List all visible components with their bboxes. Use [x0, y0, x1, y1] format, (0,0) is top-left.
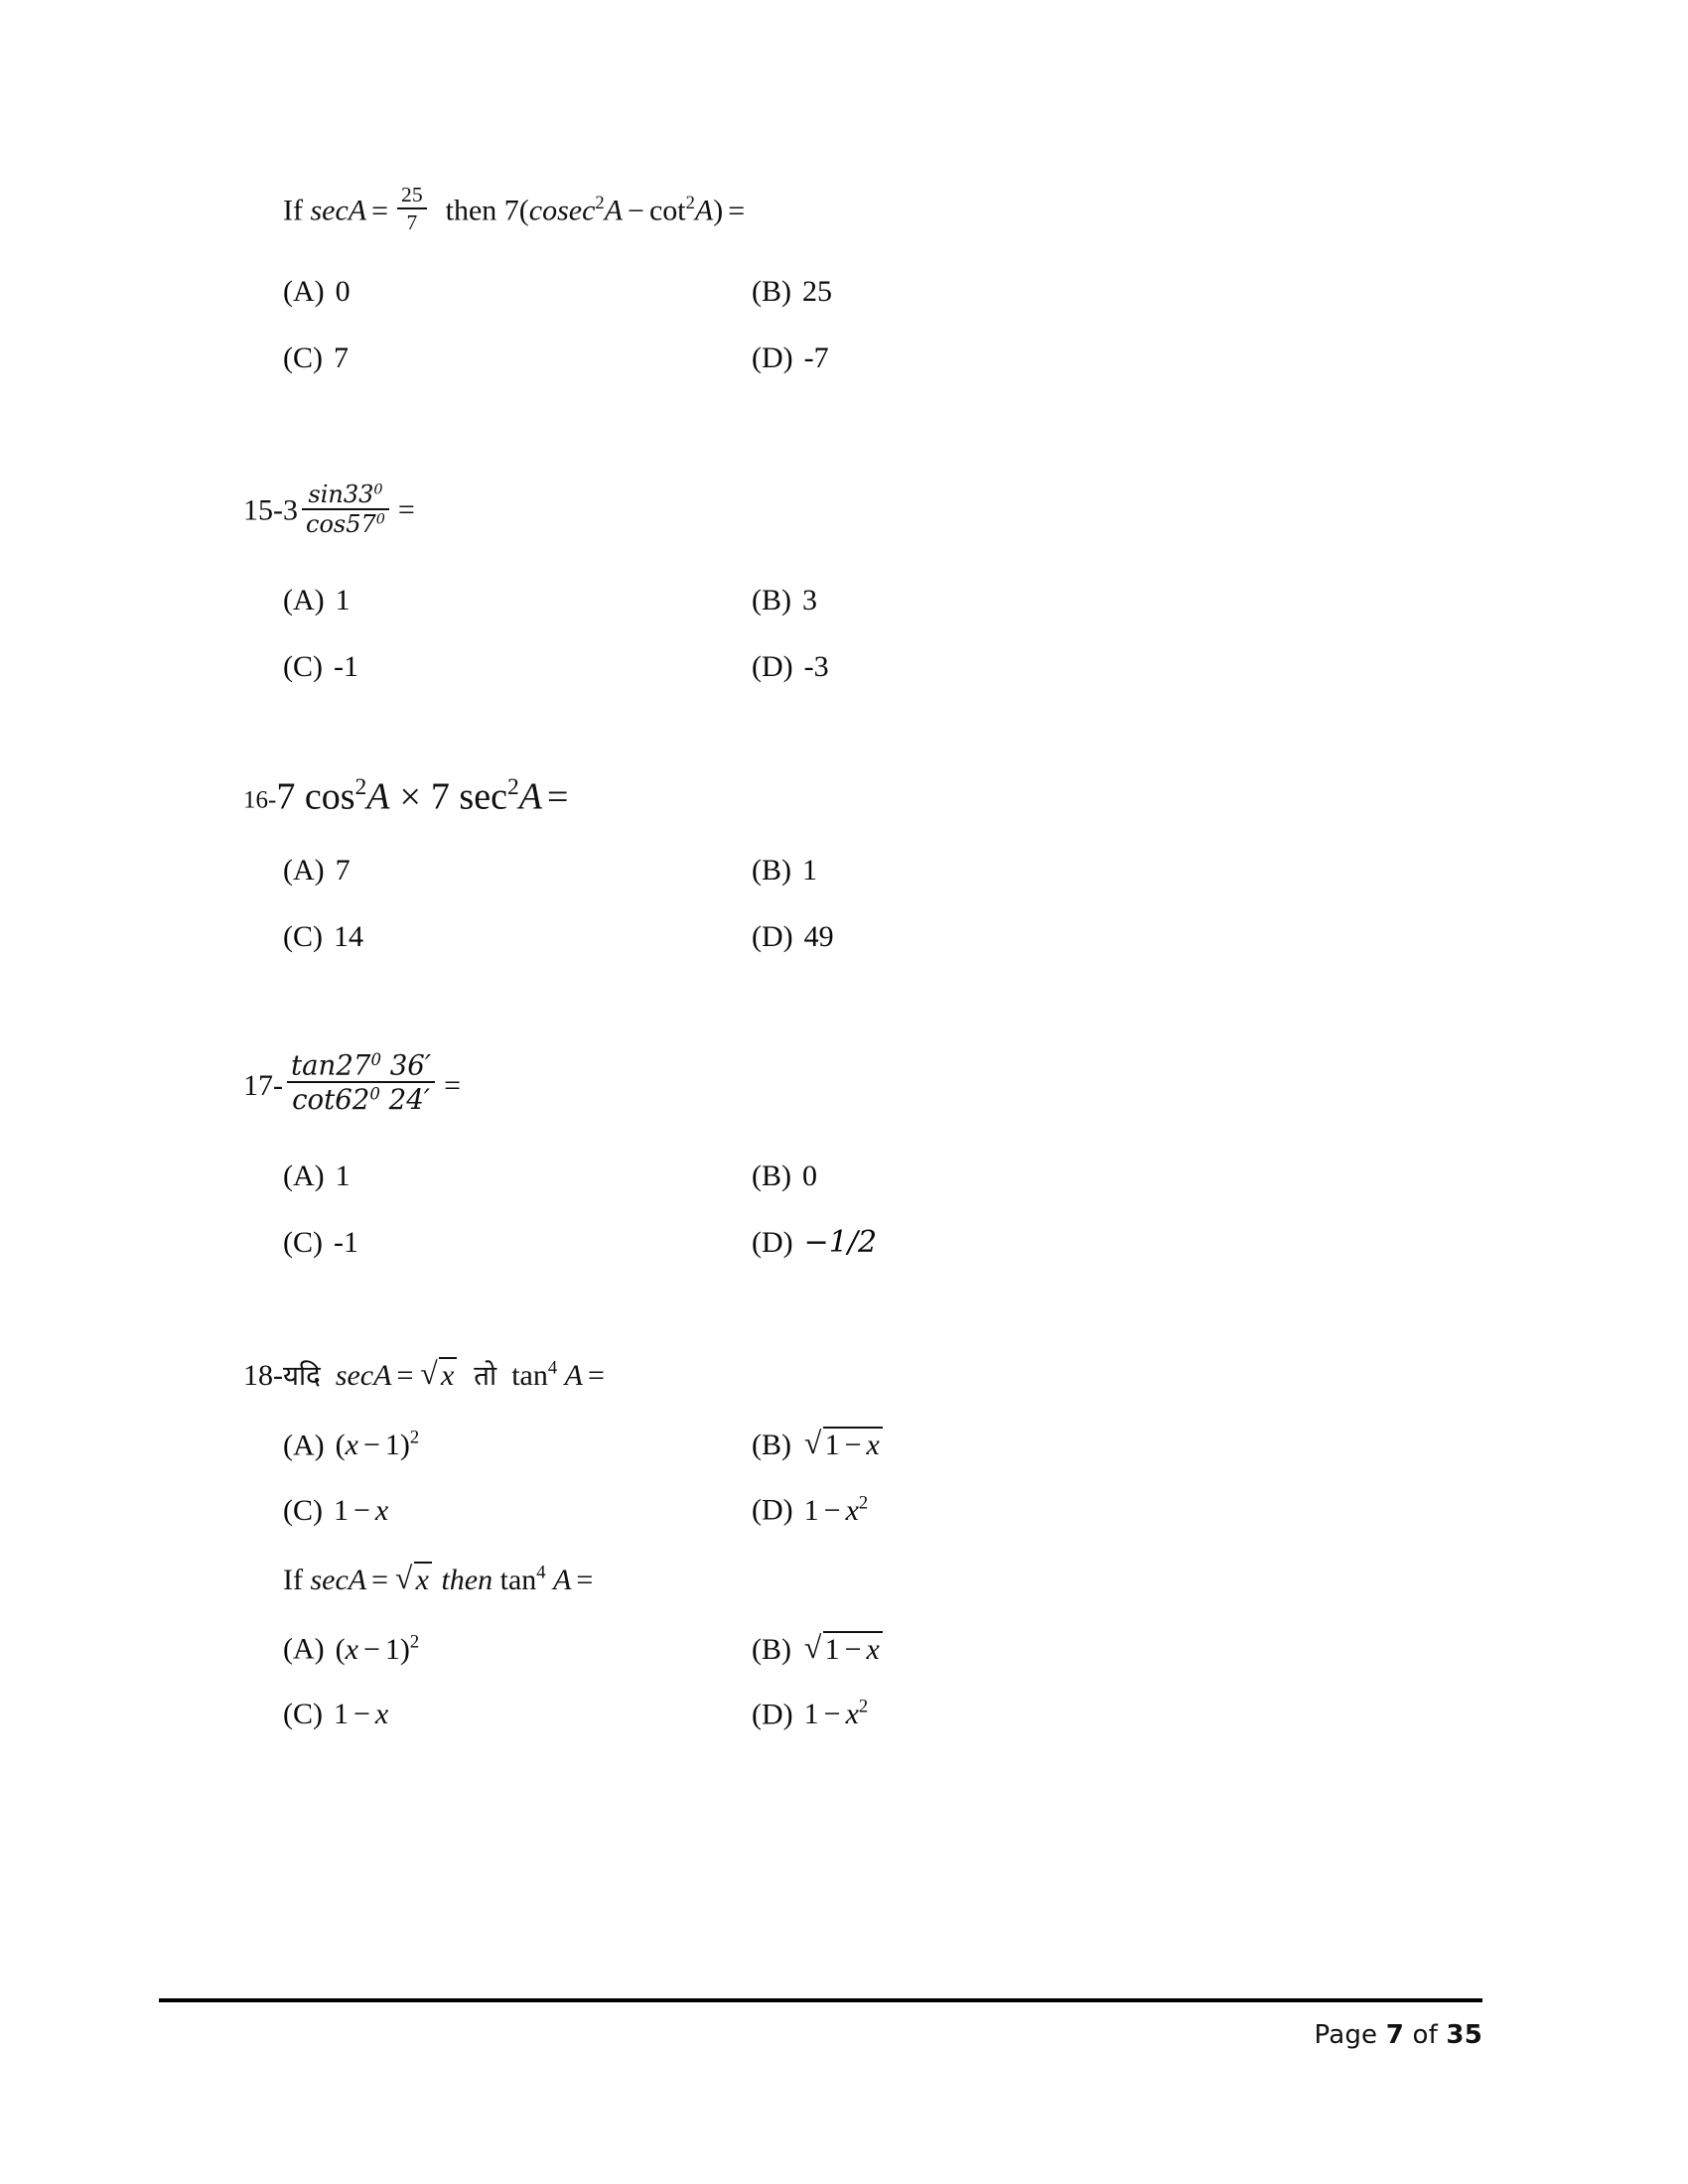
q18-equals: = [396, 1359, 414, 1393]
option-b-label: (B) [752, 1160, 791, 1193]
option-row [283, 919, 1465, 953]
footer-total-pages: 35 [1446, 2020, 1482, 2050]
option-b-value [791, 1629, 885, 1666]
q16-times: × [399, 775, 421, 818]
q15-fraction [302, 479, 389, 539]
question-block-q18-english [243, 1562, 1465, 1730]
option-a[interactable] [283, 1633, 752, 1665]
options-q16 [243, 853, 1465, 953]
option-a-label: (A) [283, 853, 325, 887]
q18-exponent: 4 [547, 1357, 558, 1379]
stem-term2-function: cot [648, 194, 686, 227]
numerator-degree: 0 [373, 481, 383, 498]
q18en-variable: A [553, 1563, 572, 1596]
numerator-function: sin [308, 479, 344, 508]
option-a-label: (A) [283, 274, 325, 308]
option-row [283, 343, 1465, 373]
denominator-function: cos [306, 509, 347, 538]
q18en-exponent: 4 [536, 1562, 546, 1583]
question-stem-q15 [243, 479, 1465, 539]
stem-minus: − [628, 194, 644, 227]
options-q14-english [243, 274, 1465, 374]
option-b-value: 3 [802, 584, 817, 617]
radical-icon: √ [395, 1560, 413, 1595]
option-b-label: (B) [752, 274, 791, 308]
q18-square-root [420, 1357, 457, 1391]
option-b-value: 25 [802, 274, 832, 308]
option-c-value: 14 [334, 919, 363, 953]
footer-divider [159, 1998, 1482, 2002]
option-d-label: (D) [752, 341, 793, 374]
numerator-value: 27 [336, 1048, 371, 1082]
option-c[interactable] [283, 1700, 752, 1729]
denominator-degree: 0 [375, 511, 385, 528]
q18en-equals: = [371, 1563, 389, 1596]
option-a-label: (A) [283, 584, 325, 617]
option-b[interactable] [752, 1631, 885, 1665]
option-a-label: (A) [283, 1160, 325, 1193]
option-d[interactable] [752, 343, 829, 373]
option-b[interactable] [752, 1161, 817, 1191]
fraction-denominator [302, 508, 389, 539]
question-block-q18-hindi [243, 1357, 1465, 1526]
stem-term2-variable: A [694, 194, 714, 227]
option-c-value: 7 [334, 341, 349, 374]
option-c[interactable] [283, 919, 752, 953]
option-c-value: -1 [334, 650, 358, 684]
option-c[interactable] [283, 652, 752, 682]
stem-coefficient: 7 [503, 194, 519, 227]
denominator-value: 57 [346, 509, 376, 538]
question-block-q15 [243, 479, 1465, 684]
option-row [283, 652, 1465, 682]
footer-middle: of [1404, 2020, 1447, 2050]
question-list [243, 184, 1465, 1729]
numerator-minutes: 36′ [389, 1048, 432, 1082]
q18en-trailing-equals: = [576, 1563, 594, 1596]
square-root: √ 1 − x [804, 1631, 883, 1665]
option-row [283, 1631, 1465, 1665]
option-c-label: (C) [283, 341, 323, 374]
q16-variable-2: A [518, 775, 542, 818]
q16-coefficient-2: 7 [430, 775, 450, 818]
option-row [283, 1494, 1465, 1526]
option-b-label: (B) [752, 1429, 791, 1462]
denominator-value: 62 [335, 1083, 370, 1117]
option-c-value: 1 − x [334, 1493, 389, 1527]
q18-connector-hindi: तो [474, 1359, 497, 1393]
denominator-function: cot [292, 1083, 336, 1117]
options-q17 [243, 1160, 1465, 1261]
option-a-label: (A) [283, 1429, 325, 1462]
question-number-q16: 16- [243, 786, 277, 814]
stem-term1-exponent: 2 [595, 193, 605, 214]
option-a-value: 1 [335, 584, 351, 617]
option-d[interactable] [752, 652, 829, 682]
option-row [283, 586, 1465, 615]
option-c-label: (C) [283, 1493, 323, 1527]
option-d-value: 49 [803, 919, 834, 953]
option-c-label: (C) [283, 1698, 323, 1731]
option-d-label: (D) [752, 1698, 793, 1731]
q17-fraction [287, 1048, 435, 1117]
denominator-minutes: 24′ [388, 1083, 431, 1117]
option-d-value: $1 - x^2$ [803, 1696, 869, 1731]
stem-term2-exponent: 2 [685, 193, 695, 214]
question-stem-q16 [243, 776, 1465, 816]
footer-prefix: Page [1314, 2020, 1386, 2050]
radicand: x [439, 1357, 457, 1391]
q15-trailing-equals: = [397, 493, 415, 527]
option-a-value: 7 [335, 853, 351, 887]
option-d-value: -7 [803, 341, 829, 374]
q16-function-2: sec [459, 775, 507, 818]
stem-open-paren: ( [518, 194, 529, 227]
fraction-numerator: 25 [401, 183, 423, 206]
option-row [283, 1696, 1465, 1731]
option-d[interactable] [752, 1494, 868, 1526]
fraction-denominator: 7 [397, 207, 427, 235]
footer-current-page: 7 [1385, 2020, 1405, 2050]
stem-fraction [397, 184, 427, 235]
stem-trailing-equals: = [728, 194, 746, 227]
option-c-value: 1 − x [334, 1698, 389, 1731]
option-b-label: (B) [752, 584, 791, 617]
option-a-value: $(x - 1)^2$ [335, 1427, 420, 1462]
q18en-connector: then [441, 1563, 493, 1596]
square-root: √ 1 − x [804, 1427, 883, 1460]
option-d-value: -3 [803, 650, 829, 684]
option-c-label: (C) [283, 1226, 323, 1260]
option-b[interactable] [752, 1427, 885, 1460]
options-q18-english [243, 1631, 1465, 1730]
option-a[interactable] [283, 274, 752, 308]
stem-lead: If [283, 194, 303, 227]
radicand: x [414, 1562, 432, 1595]
option-row [283, 1427, 1465, 1460]
option-b-value [791, 1426, 885, 1462]
option-a[interactable] [283, 853, 752, 887]
option-d-label: (D) [752, 919, 793, 953]
fraction-denominator [287, 1081, 435, 1116]
option-c[interactable] [283, 343, 752, 373]
question-block-q16 [243, 776, 1465, 952]
stem-close-paren: ) [713, 194, 724, 227]
q18-lhs-function: secA [335, 1359, 392, 1393]
option-d[interactable] [752, 1225, 878, 1261]
numerator-degree: 0 [370, 1049, 381, 1069]
q16-function-1: cos [304, 775, 355, 818]
option-c-label: (C) [283, 919, 323, 953]
q18-lead-hindi: यदि [283, 1359, 321, 1393]
q16-exponent-2: 2 [506, 774, 519, 801]
q18-variable: A [564, 1359, 583, 1393]
question-stem-q17 [243, 1048, 1465, 1117]
stem-equals: = [371, 194, 389, 227]
question-block-q14-english [243, 184, 1465, 373]
question-stem-q14-english [243, 184, 1465, 235]
fraction-numerator [302, 479, 389, 508]
q18en-function: tan [499, 1563, 537, 1596]
q18en-lhs-function: secA [310, 1563, 367, 1596]
option-a-label: (A) [283, 1632, 325, 1666]
option-a-value: 1 [335, 1160, 351, 1193]
radical-icon: √ [804, 1426, 822, 1461]
question-number-q18: 18- [243, 1359, 283, 1393]
option-b-value: 0 [802, 1160, 817, 1193]
question-number-q15: 15- [243, 493, 283, 527]
option-a[interactable] [283, 586, 752, 615]
option-c[interactable] [283, 1228, 752, 1258]
stem-connector: then [445, 194, 497, 227]
option-d-value: −1/2 [803, 1225, 878, 1261]
denominator-degree: 0 [369, 1084, 380, 1104]
option-d-label: (D) [752, 650, 793, 684]
question-block-q17 [243, 1048, 1465, 1261]
stem-lhs-function: secA [310, 194, 367, 227]
stem-term1-variable: A [604, 194, 624, 227]
option-a[interactable] [283, 1427, 752, 1462]
q16-trailing-equals: = [546, 775, 569, 818]
option-a-value: $(x - 1)^2$ [335, 1631, 420, 1666]
numerator-value: 33 [343, 479, 374, 508]
option-b-label: (B) [752, 1632, 791, 1666]
option-row [283, 853, 1465, 887]
option-c[interactable] [283, 1493, 752, 1527]
options-q18-hindi [243, 1427, 1465, 1526]
q16-coefficient-1: 7 [276, 775, 296, 818]
q16-exponent-1: 2 [354, 774, 367, 801]
option-row [283, 274, 1465, 308]
option-a-value: 0 [335, 274, 351, 308]
option-d-label: (D) [752, 1493, 793, 1527]
radical-icon: √ [420, 1356, 438, 1392]
option-b[interactable] [752, 586, 817, 615]
q15-coefficient: 3 [283, 493, 298, 527]
option-row [283, 1225, 1465, 1261]
option-d[interactable] [752, 919, 834, 953]
option-a[interactable] [283, 1161, 752, 1191]
question-number-q17: 17- [243, 1069, 283, 1103]
q16-variable-1: A [366, 775, 390, 818]
question-stem-q18-hindi [243, 1357, 1465, 1391]
option-c-value: -1 [334, 1226, 358, 1260]
option-row [283, 1161, 1465, 1191]
q18en-lead: If [283, 1563, 303, 1596]
option-d-label: (D) [752, 1226, 793, 1260]
option-d[interactable] [752, 1696, 869, 1731]
stem-term1-function: cosec [528, 194, 596, 227]
q18en-square-root [395, 1562, 432, 1595]
numerator-function: tan [291, 1048, 337, 1082]
option-c-label: (C) [283, 650, 323, 684]
q17-trailing-equals: = [444, 1069, 462, 1103]
option-b[interactable] [752, 274, 832, 308]
question-stem-q18-english [243, 1562, 1465, 1595]
fraction-numerator [287, 1048, 435, 1082]
radical-icon: √ [804, 1629, 822, 1665]
page-footer [159, 2020, 1482, 2050]
option-b-label: (B) [752, 853, 791, 887]
option-b-value: 1 [802, 853, 817, 887]
q18-trailing-equals: = [587, 1359, 605, 1393]
option-b[interactable] [752, 853, 817, 887]
options-q15 [243, 586, 1465, 682]
q18-function: tan [511, 1359, 548, 1393]
option-d-value: $1 - x^2$ [803, 1492, 869, 1527]
